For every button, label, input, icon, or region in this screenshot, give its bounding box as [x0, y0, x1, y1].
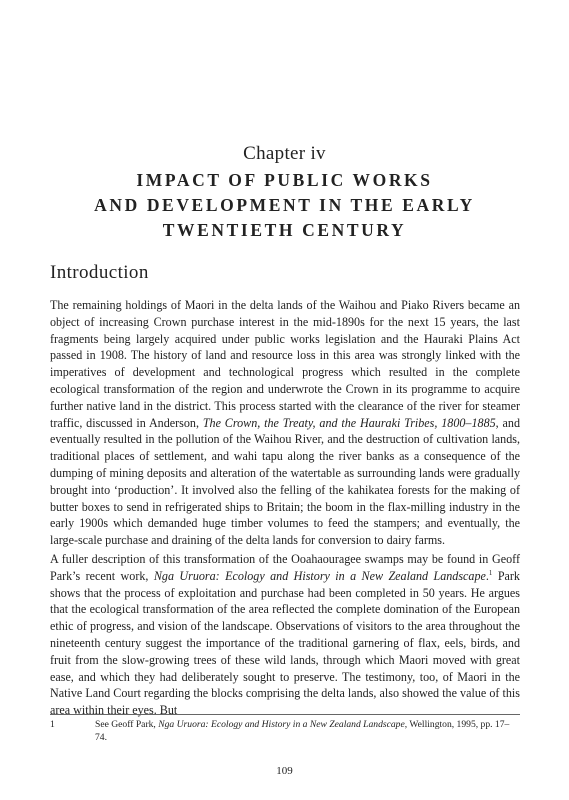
footnote-italic-title: Nga Uruora: Ecology and History in a New Zealand Landscape [158, 719, 405, 730]
paragraph-1-text-c: , and eventually resulted in the pollution of the Waihou River, and the destruction of cultivation lands, traditional places of settlement, and wahi tapu along the river banks as a consequence of the dumping of mining deposits and alteration of the watertable as surrounding lands were gradually brought into ‘production’. It involved also the felling of the kahikatea forests for the making of butter boxes to send in refrigerated ships to Britain; the boom in the flax-milling industry in the early 1900s which demanded huge timber volumes to feed the stampers; and eventually, the large-scale purchase and draining of the delta lands for conversion to dairy farms. [50, 415, 520, 548]
paragraph-2-text-d: Park shows that the process of exploitation and purchase had been completed in 50 years. He argues that the ecological transformation of the area reflected the complete domination of the European ethic of progress, and vision of the landscape. Observations of visitors to the area throughout the nineteenth century suggest the importance of the traditional garnering of flax, eels, birds, and fruit from the slow-growing trees of these wild lands, through which Maori moved with great ease, and which they had deliberately sought to preserve. The testimony, too, of Maori in the Native Land Court regarding the blocks comprising the delta lands, also showed the value of this area within their eyes. But [50, 568, 520, 718]
footnote-text-a: See Geoff Park, [95, 719, 159, 730]
chapter-title-line-2: AND DEVELOPMENT IN THE EARLY [94, 195, 475, 215]
chapter-title-line-1: IMPACT OF PUBLIC WORKS [136, 170, 433, 190]
chapter-label: Chapter iv [243, 143, 326, 164]
footnote-reference[interactable]: 1 [488, 568, 493, 577]
chapter-title-line-3: TWENTIETH CENTURY [162, 220, 407, 240]
paragraph-2-text-a: A fuller description of this transformation of the Ooahaouragee swamps may be found in Geoff Park’s recent work, [50, 552, 520, 583]
footnote-number: 1 [50, 719, 55, 730]
section-heading: Introduction [50, 262, 149, 283]
paragraph-2-text-c: . [485, 568, 489, 583]
body-paragraph-1 [50, 297, 520, 549]
body-paragraph-2 [50, 551, 520, 719]
paragraph-1-italic-title: The Crown, the Treaty, and the Hauraki Tribes, 1800–1885 [202, 415, 496, 430]
footnote-divider [50, 714, 520, 715]
footnote-body [95, 718, 520, 744]
footnote [50, 718, 520, 744]
chapter-title [0, 168, 569, 243]
page-number: 109 [276, 765, 293, 777]
footnote-text-c: , Wellington, 1995, pp. 17–74. [95, 719, 510, 743]
paragraph-2-italic-title: Nga Uruora: Ecology and History in a New Zealand Landscape [153, 568, 486, 583]
paragraph-1-text-a: The remaining holdings of Maori in the delta lands of the Waihou and Piako Rivers became an object of increasing Crown purchase interest in the mid-1890s for the next 15 years, the last fragments being largely acquired under public works legislation and the Hauraki Plains Act passed in 1908. The history of land and resource loss in this area was strongly linked with the imperatives of development and technological progress which resulted in the complete ecological transformation of the region and underwrote the Crown in its programme to acquire further native land in the district. This process started with the clearance of the river for steamer traffic, discussed in Anderson, [50, 298, 520, 430]
